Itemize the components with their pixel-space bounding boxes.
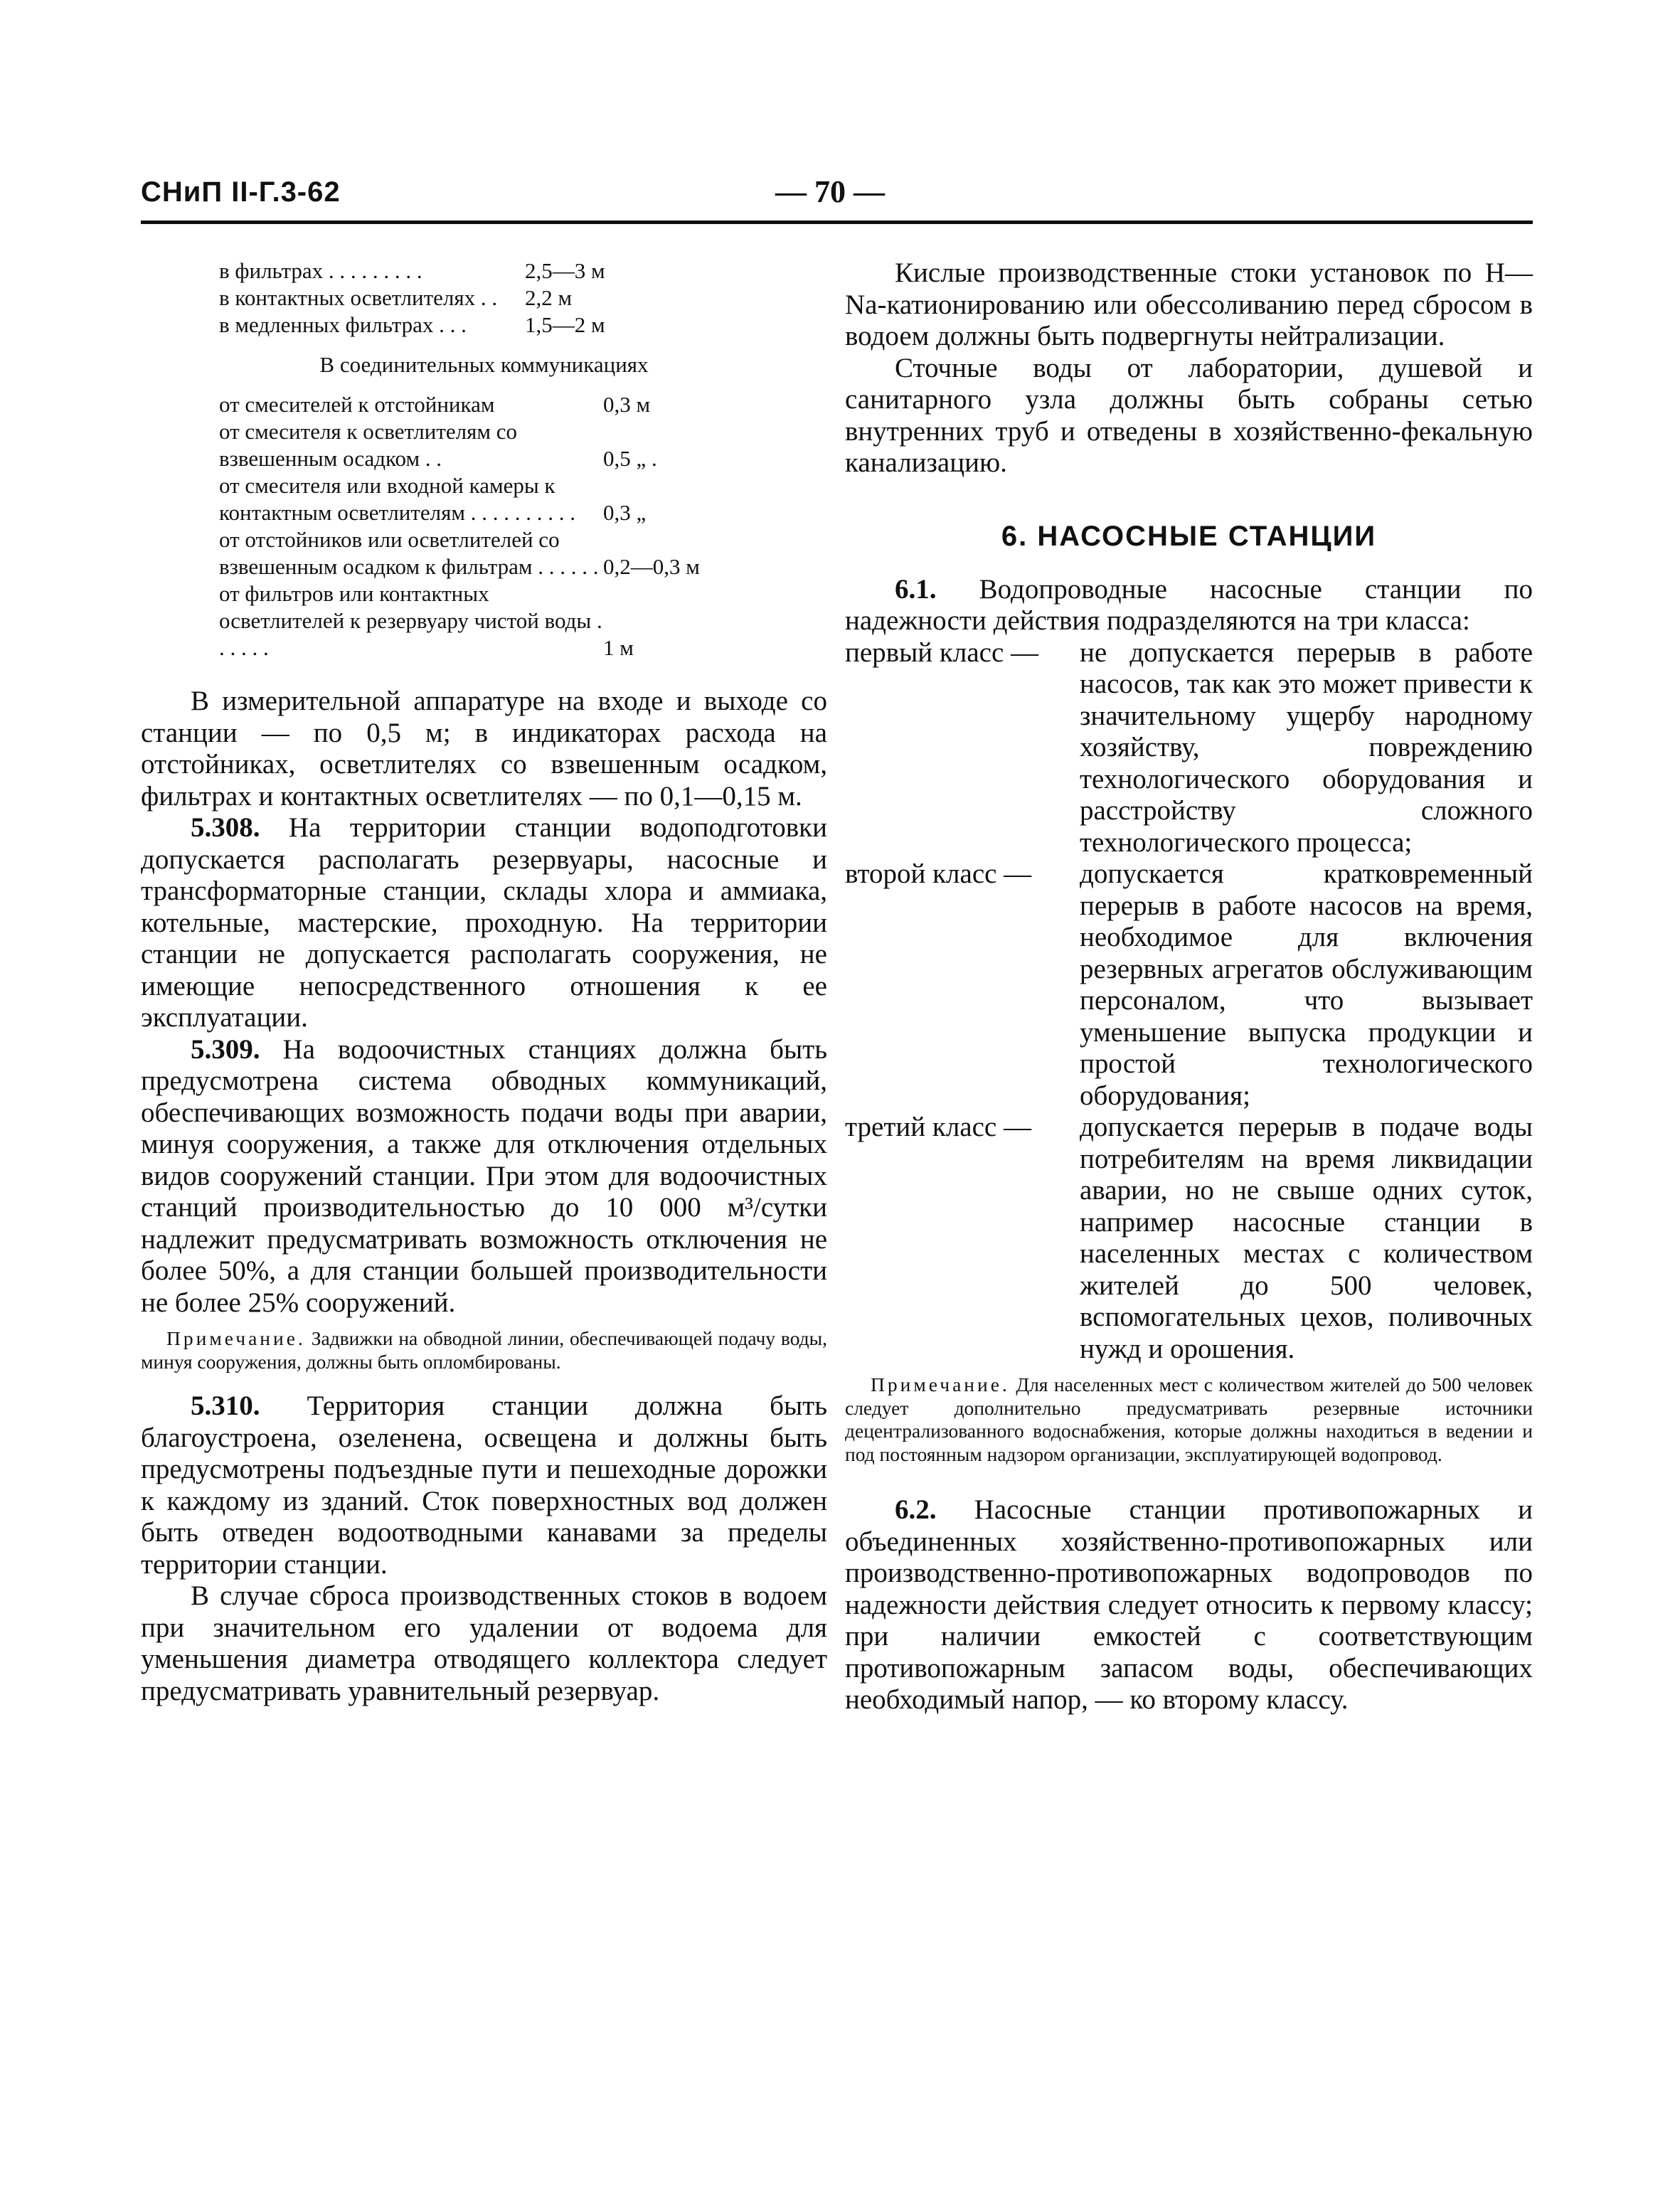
table-row: в медленных фильтрах . . . 1,5—2 м: [219, 312, 605, 337]
note-label: Примечание.: [871, 1373, 1010, 1395]
connections-table: [141, 391, 827, 661]
paragraph-6-2: 6.2. Насосные станции противопожарных и объединенных хозяйственно-противопожарных или производственно-противопожарных водопроводов по надежности действия следует относить к первому классу; при наличии емкостей с соответствующим противопожарным запасом воды, обеспечивающих необходимый напор, — ко второму классу.: [845, 1494, 1533, 1715]
paragraph-6-1: 6.1. Водопроводные насосные станции по надежности действия подразделяются на три класса:: [845, 573, 1533, 636]
table-row: в фильтрах . . . . . . . . . 2,5—3 м: [219, 258, 605, 283]
paragraph: Сточные воды от лаборатории, душевой и санитарного узла должны быть собраны сетью внутренних труб и отведены в хозяйственно-фекальную канализацию.: [845, 352, 1533, 478]
note: Примечание. Задвижки на обводной линии, обеспечивающей подачу воды, минуя сооружения, должны быть опломбированы.: [141, 1327, 827, 1373]
clause-number: 5.308.: [191, 812, 260, 843]
right-column: [845, 257, 1533, 1716]
paragraph-5-310: 5.310. Территория станции должна быть благоустроена, озеленена, освещена и должны быть предусмотрены подъездные пути и пешеходные дорожки к каждому из зданий. Сток поверхностных вод должен быть отведен водоотводными канавами за пределы территории станции.: [141, 1391, 828, 1580]
paragraph: В измерительной аппаратуре на входе и выходе со станции — по 0,5 м; в индикаторах расхода на отстойниках, осветлителях со взвешенным осадком, фильтрах и контактных осветлителях — по 0,1—0,15 м.: [141, 686, 827, 812]
clause-number: 6.2.: [895, 1494, 937, 1525]
class-description: допускается перерыв в подаче воды потребителям на время ликвидации аварии, но не свыше одних суток, например насосные станции в населенных местах с количеством жителей до 500 человек, вспомогательных цехов, поливочных нужд и орошения.: [1080, 1112, 1533, 1364]
doc-code: СНиП II-Г.3-62: [141, 176, 341, 208]
table-row: от смесителей к отстойникам 0,3 м: [219, 392, 651, 417]
class-name: первый класс —: [845, 637, 1039, 668]
table-row: от отстойников или осветлителей со взвешенным осадком к фильтрам . . . . . . 0,2—0,3 м: [219, 527, 700, 579]
clause-number: 5.309.: [191, 1033, 260, 1065]
table-subtitle: В соединительных коммуникациях: [319, 352, 649, 377]
paragraph-5-309: 5.309. На водоочистных станциях должна быть предусмотрена система обводных коммуникаций, обеспечивающих возможность подачи воды при аварии, минуя сооружения, а также для отключения отдельных видов сооружений станции. При этом для водоочистных станций производительностью до 10 000 м³/сутки надлежит предусматривать возможность отключения не более 50%, а для станции большей производительности не более 25% сооружений.: [141, 1033, 827, 1318]
table-row: от фильтров или контактных осветлителей к резервуару чистой воды . . . . . . 1 м: [219, 581, 634, 660]
note-label: Примечание.: [166, 1327, 306, 1349]
class-item: [845, 637, 1533, 859]
note: Примечание. Для населенных мест с количеством жителей до 500 человек следует дополнительно предусматривать резервные источники децентрализованного водоснабжения, которые должны находиться в ведении и под постоянным надзором организации, эксплуатирующей водопровод.: [845, 1373, 1533, 1465]
clause-number: 5.310.: [191, 1391, 260, 1421]
class-name: третий класс —: [845, 1112, 1031, 1142]
class-item: [845, 858, 1533, 1112]
table-row: от смесителя к осветлителям со взвешенным осадком . . 0,5 „ .: [219, 419, 657, 471]
class-item: [845, 1112, 1533, 1365]
height-table: [141, 257, 827, 339]
section-title: 6. НАСОСНЫЕ СТАНЦИИ: [1001, 520, 1377, 552]
left-column: [141, 257, 827, 1707]
class-description: допускается кратковременный перерыв в работе насосов на время, необходимое для включения резервных агрегатов обслуживающим персоналом, что вызывает уменьшение выпуска продукции и простой технологического оборудования;: [1080, 858, 1533, 1111]
header-rule: [141, 220, 1533, 224]
paragraph-5-308: 5.308. На территории станции водоподготовки допускается располагать резервуары, насосные и трансформаторные станции, склады хлора и аммиака, котельные, мастерские, проходную. На территории станции не допускается располагать сооружения, не имеющие непосредственного отношения к ее эксплуатации.: [141, 812, 828, 1033]
page-number: — 70 —: [775, 174, 885, 209]
table-row: в контактных осветлителях . . 2,2 м: [219, 285, 573, 310]
class-description: не допускается перерыв в работе насосов, так как это может привести к значительному ущербу народному хозяйству, повреждению технологического оборудования и расстройству сложного технологического процесса;: [1080, 637, 1533, 858]
clause-number: 6.1.: [895, 573, 937, 605]
paragraph: Кислые производственные стоки установок по H—Na-катионированию или обессоливанию перед сбросом в водоем должны быть подвергнуты нейтрализации.: [845, 257, 1533, 351]
paragraph: В случае сброса производственных стоков в водоем при значительном его удалении от водоема для уменьшения диаметра отводящего коллектора следует предусматривать уравнительный резервуар.: [141, 1580, 827, 1706]
class-name: второй класс —: [845, 858, 1032, 889]
table-row: от смесителя или входной камеры к контактным осветлителям . . . . . . . . . . 0,3 „: [219, 473, 647, 525]
